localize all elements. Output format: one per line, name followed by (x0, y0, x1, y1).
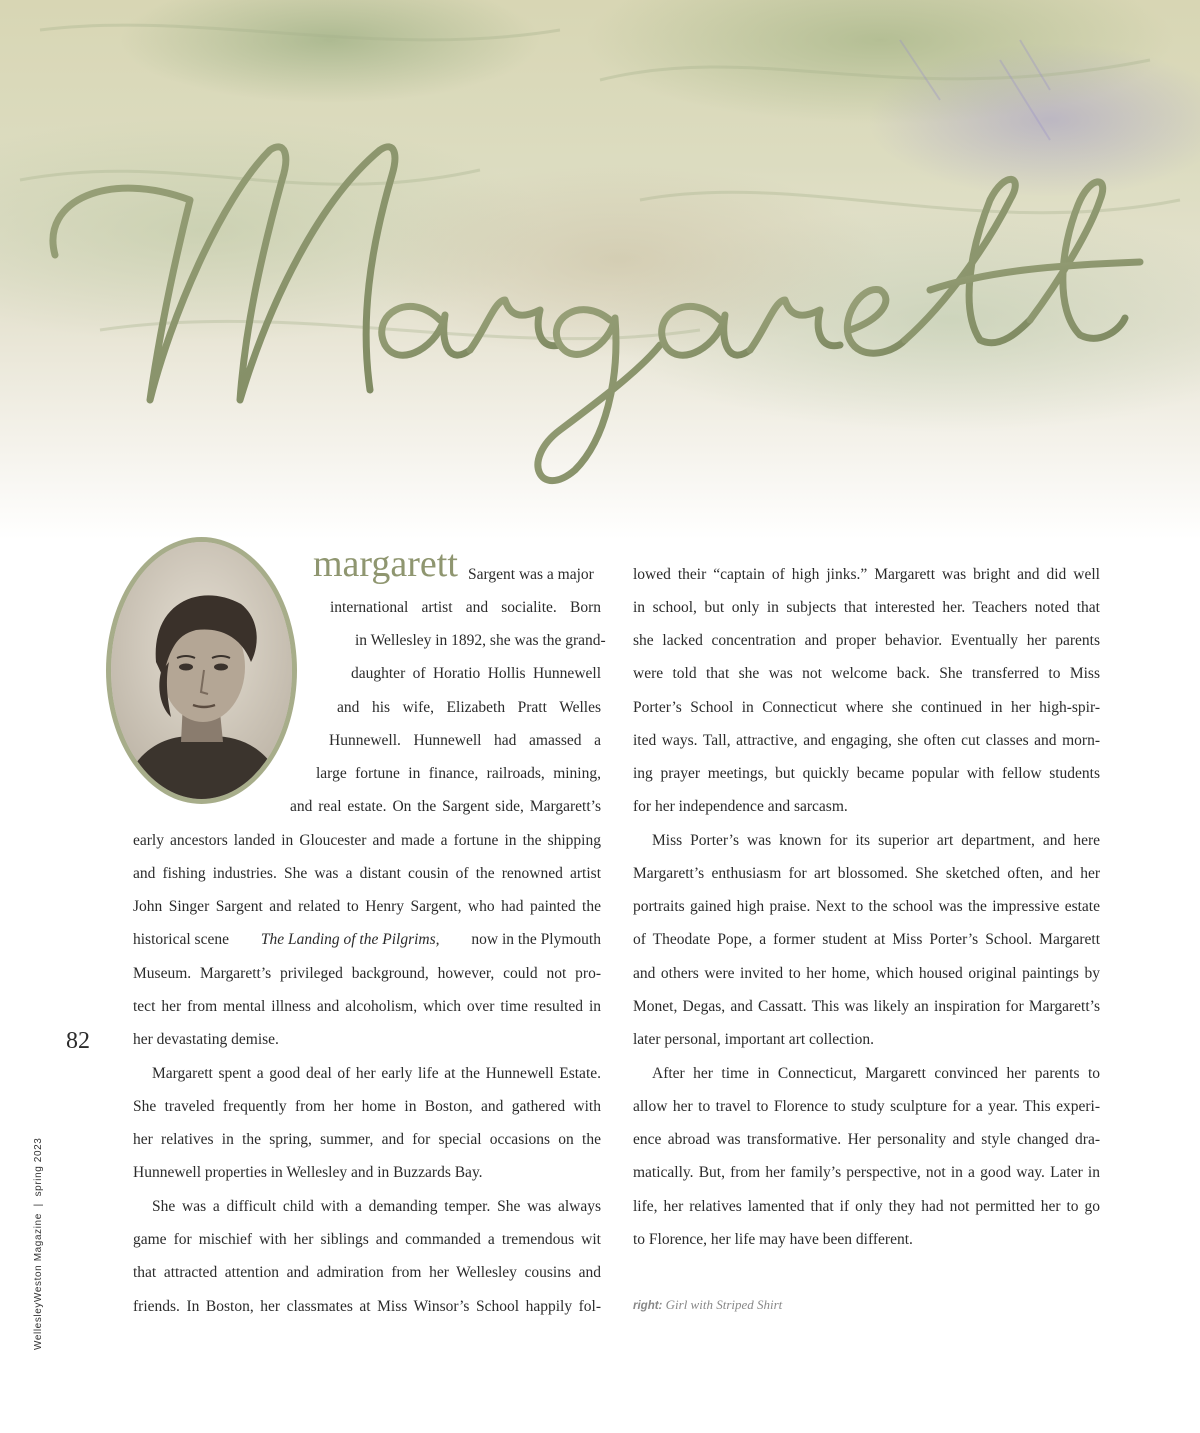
col1-line-14: that attracted attention and admiration from her Wellesley cousins and (133, 1264, 601, 1281)
col2-line-17: allow her to travel to Florence to study sculpture for a year. This experi- (633, 1098, 1100, 1115)
col2-line-15: later personal, important art collection. (633, 1031, 875, 1048)
col1-line-2: and fishing industries. She was a distant cousin of the renowned artist (133, 865, 601, 882)
col2-line-10: Margarett’s enthusiasm for art blossomed. She sketched often, and her (633, 865, 1100, 882)
col1-line-8: Margarett spent a good deal of her early life at the Hunnewell Estate. (152, 1065, 601, 1082)
col1-line-5: Museum. Margarett’s privileged background, however, could not pro- (133, 965, 601, 982)
col2-line-9: Miss Porter’s was known for its superior art department, and here (652, 832, 1100, 849)
col1-line-1: early ancestors landed in Gloucester and made a fortune in the shipping (133, 832, 601, 849)
col2-line-20: life, her relatives lamented that if only they had not permitted her to go (633, 1198, 1100, 1215)
col2-line-12: of Theodate Pope, a former student at Miss Porter’s School. Margarett (633, 931, 1100, 948)
col2-line-8: for her independence and sarcasm. (633, 798, 848, 815)
col1-line-10: her relatives in the spring, summer, and for special occasions on the (133, 1131, 601, 1148)
book-title: The Landing of the Pilgrims, (260, 931, 440, 948)
col1-wrap-line-5: and his wife, Elizabeth Pratt Welles (337, 699, 601, 716)
col2-line-4: were told that she was not welcome back. She transferred to Miss (633, 665, 1100, 682)
col1-wrap-line-1: Sargent was a major (468, 566, 594, 583)
col1-wrap-line-6: Hunnewell. Hunnewell had amassed a (329, 732, 601, 749)
lead-word: margarett (313, 543, 458, 585)
col2-line-21: to Florence, her life may have been different. (633, 1231, 913, 1248)
col2-line-14: Monet, Degas, and Cassatt. This was likely an inspiration for Margarett’s (633, 998, 1100, 1015)
col1-line-4 (133, 930, 601, 950)
col1-line-7: her devastating demise. (133, 1031, 279, 1048)
image-caption (633, 1297, 782, 1313)
col1-wrap-line-2: international artist and socialite. Born (330, 599, 601, 616)
col1-line-11: Hunnewell properties in Wellesley and in Buzzards Bay. (133, 1164, 483, 1181)
col2-line-19: matically. But, from her family’s perspective, not in a good way. Later in (633, 1164, 1100, 1181)
col1-line-9: She traveled frequently from her home in Boston, and gathered with (133, 1098, 601, 1115)
caption-text: Girl with Striped Shirt (665, 1297, 783, 1312)
page-number: 82 (66, 1028, 90, 1054)
col1-wrap-line-3: in Wellesley in 1892, she was the grand- (355, 632, 606, 649)
magazine-footer: WellesleyWeston Magazine | spring 2023 (33, 1137, 44, 1350)
col1-line-3: John Singer Sargent and related to Henry Sargent, who had painted the (133, 898, 601, 915)
col2-line-16: After her time in Connecticut, Margarett convinced her parents to (652, 1065, 1100, 1082)
col1-line-4-a: historical scene (133, 931, 229, 948)
col2-line-2: in school, but only in subjects that interested her. Teachers noted that (633, 599, 1100, 616)
col1-wrap-line-4: daughter of Horatio Hollis Hunnewell (351, 665, 601, 682)
col1-line-15: friends. In Boston, her classmates at Miss Winsor’s School happily fol- (133, 1298, 601, 1315)
caption-label: right: (633, 1300, 663, 1312)
col1-line-4-b: now in the Plymouth (471, 931, 601, 948)
portrait-frame (106, 537, 297, 804)
col1-wrap-line-8: and real estate. On the Sargent side, Margarett’s (290, 798, 601, 815)
col2-line-7: ing prayer meetings, but quickly became popular with fellow students (633, 765, 1100, 782)
hero-painting-background (0, 0, 1200, 540)
portrait-photo (111, 542, 292, 799)
col1-wrap-line-7: large fortune in finance, railroads, mining, (316, 765, 601, 782)
script-title-art (0, 0, 1200, 540)
col2-line-3: she lacked concentration and proper behavior. Eventually her parents (633, 632, 1100, 649)
col2-line-18: ence abroad was transformative. Her personality and style changed dra- (633, 1131, 1100, 1148)
col2-line-11: portraits gained high praise. Next to the school was the impressive estate (633, 898, 1100, 915)
col1-line-12: She was a difficult child with a demanding temper. She was always (152, 1198, 601, 1215)
col1-line-13: game for mischief with her siblings and commanded a tremendous wit (133, 1231, 601, 1248)
col2-line-6: ited ways. Tall, attractive, and engaging, she often cut classes and morn- (633, 732, 1100, 749)
col1-line-6: tect her from mental illness and alcoholism, which over time resulted in (133, 998, 601, 1015)
col2-line-5: Porter’s School in Connecticut where she continued in her high-spir- (633, 699, 1100, 716)
col2-line-1: lowed their “captain of high jinks.” Margarett was bright and did well (633, 566, 1100, 583)
col2-line-13: and others were invited to her home, which housed original paintings by (633, 965, 1100, 982)
